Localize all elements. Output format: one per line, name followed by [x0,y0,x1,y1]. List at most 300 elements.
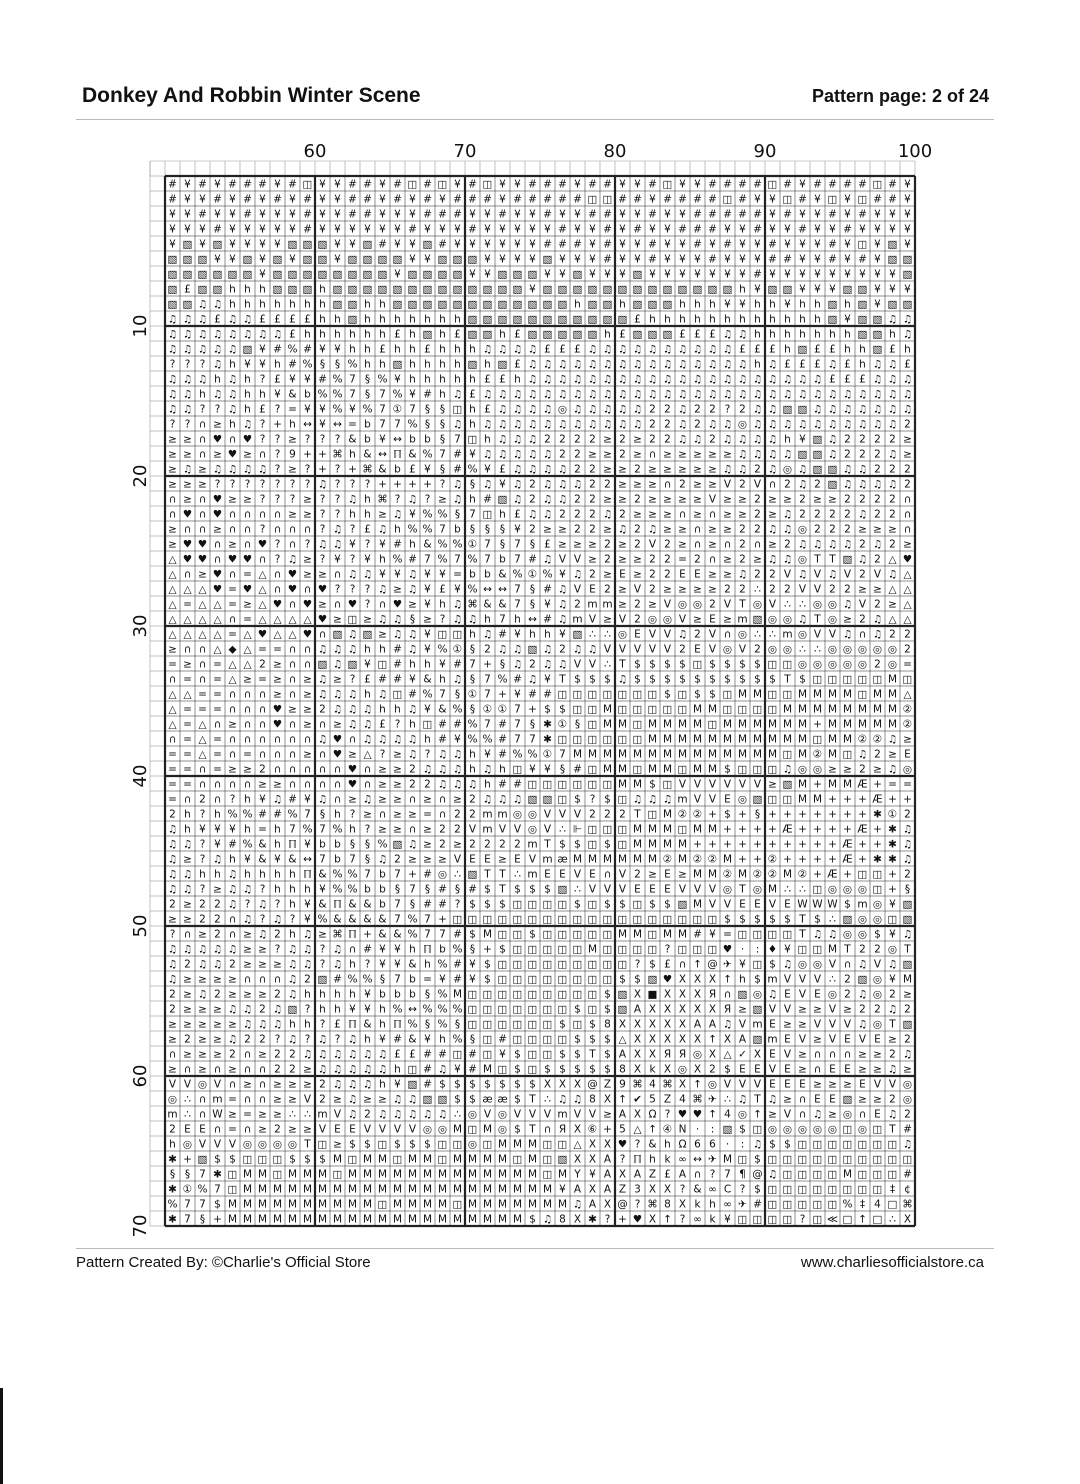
stitch-symbol: % [437,553,448,566]
stitch-symbol: ¥ [484,238,491,251]
stitch-symbol: 2 [199,898,206,911]
stitch-symbol: ♫ [767,988,778,1001]
stitch-symbol: ≥ [213,523,222,536]
stitch-symbol: 2 [649,418,656,431]
stitch-symbol: M [827,778,838,791]
stitch-symbol: ♫ [512,343,523,356]
stitch-symbol: M [797,733,808,746]
stitch-symbol: ◎ [272,1138,283,1151]
stitch-symbol: m [677,793,688,806]
stitch-symbol: = [213,733,222,746]
stitch-symbol: ◫ [527,958,538,971]
stitch-symbol: V [573,658,582,671]
stitch-symbol: □ [872,1213,883,1226]
stitch-symbol: ② [692,853,703,866]
stitch-symbol: ≥ [693,478,702,491]
stitch-symbol: ♫ [242,913,253,926]
stitch-symbol: ♫ [857,508,868,521]
stitch-symbol: ¥ [229,823,236,836]
stitch-symbol: h [214,868,221,881]
stitch-symbol: ♥ [347,598,358,611]
stitch-symbol: M [452,1168,463,1181]
stitch-symbol: ♫ [797,568,808,581]
stitch-symbol: E [784,1078,791,1091]
stitch-symbol: # [453,718,462,731]
stitch-symbol: M [602,748,613,761]
stitch-symbol: h [364,508,371,521]
stitch-symbol: £ [754,343,761,356]
stitch-symbol: ♫ [167,868,178,881]
stitch-symbol: A [693,1018,702,1031]
stitch-symbol: Æ [857,823,868,836]
stitch-symbol: M [617,763,628,776]
stitch-symbol: ♫ [317,688,328,701]
stitch-symbol: ¥ [874,238,881,251]
stitch-symbol: ≥ [393,748,402,761]
stitch-symbol: h [754,358,761,371]
stitch-symbol: + [888,868,897,881]
stitch-symbol: M [497,1183,508,1196]
stitch-symbol: ≥ [288,508,297,521]
stitch-symbol: M [362,1153,373,1166]
stitch-symbol: 2 [694,553,701,566]
stitch-symbol: 2 [709,403,716,416]
stitch-symbol: ∩ [288,733,297,746]
stitch-symbol: # [828,253,837,266]
stitch-symbol: ◎ [437,1123,448,1136]
stitch-symbol: M [437,1183,448,1196]
stitch-symbol: T [304,1138,311,1151]
stitch-symbol: V [738,778,747,791]
stitch-symbol: ¥ [229,238,236,251]
stitch-symbol: ¥ [589,1168,596,1181]
stitch-symbol: ♫ [197,328,208,341]
stitch-symbol: : [755,943,760,956]
stitch-symbol: ◫ [722,703,733,716]
stitch-symbol: ∩ [723,628,732,641]
stitch-symbol: V [483,1108,492,1121]
stitch-symbol: ≥ [423,613,432,626]
stitch-symbol: ♫ [647,793,658,806]
stitch-symbol: ♫ [902,1138,913,1151]
stitch-symbol: ◫ [902,1153,913,1166]
stitch-symbol: m [767,1033,778,1046]
stitch-symbol: ♫ [482,478,493,491]
stitch-symbol: ≥ [333,613,342,626]
stitch-symbol: ¥ [409,508,416,521]
stitch-symbol: ≥ [228,988,237,1001]
stitch-symbol: V [708,493,717,506]
stitch-symbol: # [423,898,432,911]
stitch-symbol: ¥ [874,253,881,266]
stitch-symbol: % [422,1003,433,1016]
stitch-symbol: ♥ [302,598,313,611]
stitch-symbol: ◆ [228,643,237,656]
stitch-symbol: ♫ [197,343,208,356]
stitch-symbol: ¥ [259,358,266,371]
stitch-symbol: § [469,478,476,491]
stitch-symbol: ℿ [348,1018,357,1031]
stitch-symbol: h [379,298,386,311]
stitch-symbol: % [467,733,478,746]
stitch-symbol: h [319,298,326,311]
stitch-symbol: ∩ [798,1093,807,1106]
stitch-symbol: ∴ [889,1213,896,1226]
stitch-symbol: V [663,643,672,656]
stitch-symbol: 2 [844,508,851,521]
stitch-symbol: M [722,748,733,761]
stitch-symbol: ◫ [782,193,793,206]
stitch-symbol: ¥ [409,388,416,401]
stitch-symbol: h [214,808,221,821]
stitch-symbol: @ [752,1168,763,1181]
stitch-symbol: m [572,613,583,626]
stitch-symbol: # [453,448,462,461]
stitch-symbol: ✈ [738,1198,747,1211]
stitch-symbol: ♫ [857,988,868,1001]
stitch-symbol: h [889,328,896,341]
stitch-symbol: 7 [559,748,566,761]
stitch-symbol: ≥ [693,508,702,521]
stitch-symbol: ◫ [542,1168,553,1181]
stitch-symbol: M [692,733,703,746]
stitch-symbol: ¥ [889,223,896,236]
stitch-symbol: ≥ [693,493,702,506]
stitch-symbol: ◫ [557,928,568,941]
stitch-symbol: ∩ [768,478,777,491]
stitch-symbol: ◫ [512,958,523,971]
stitch-symbol: ¥ [799,208,806,221]
stitch-symbol: h [394,343,401,356]
stitch-symbol: ♫ [212,388,223,401]
stitch-symbol: ▧ [362,238,373,251]
stitch-symbol: ∩ [258,973,267,986]
stitch-symbol: M [407,1213,418,1226]
stitch-symbol: # [543,613,552,626]
stitch-symbol: ♫ [767,448,778,461]
stitch-symbol: ? [304,433,311,446]
stitch-symbol: ♫ [497,388,508,401]
stitch-symbol: ♫ [197,958,208,971]
stitch-symbol: $ [634,973,641,986]
stitch-symbol: ¥ [544,268,551,281]
stitch-symbol: h [709,313,716,326]
stitch-symbol: ♫ [182,403,193,416]
stitch-symbol: ¥ [469,208,476,221]
stitch-symbol: 2 [529,478,536,491]
stitch-symbol: ♫ [542,508,553,521]
stitch-symbol: ◫ [692,913,703,926]
stitch-symbol: # [378,238,387,251]
stitch-symbol: ◫ [557,958,568,971]
stitch-symbol: M [422,1183,433,1196]
stitch-symbol: V [393,1123,402,1136]
stitch-symbol: ▧ [302,268,313,281]
stitch-symbol: ♫ [407,703,418,716]
stitch-symbol: ¥ [394,223,401,236]
stitch-symbol: ♫ [572,478,583,491]
stitch-symbol: 2 [559,508,566,521]
stitch-symbol: # [453,928,462,941]
stitch-symbol: % [332,403,343,416]
stitch-symbol: $ [214,1198,221,1211]
stitch-symbol: @ [707,958,718,971]
stitch-symbol: M [272,1198,283,1211]
stitch-symbol: ♫ [842,538,853,551]
stitch-symbol: h [169,1138,176,1151]
stitch-symbol: h [424,958,431,971]
stitch-symbol: 2 [634,538,641,551]
stitch-symbol: M [497,1198,508,1211]
stitch-symbol: ♫ [437,1063,448,1076]
stitch-symbol: § [469,523,476,536]
stitch-symbol: % [347,973,358,986]
stitch-symbol: ▧ [677,898,688,911]
stitch-symbol: ◎ [182,1138,193,1151]
stitch-symbol: M [467,1153,478,1166]
stitch-symbol: % [527,748,538,761]
stitch-symbol: ▧ [842,553,853,566]
stitch-symbol: ∩ [258,1093,267,1106]
stitch-symbol: ≥ [873,523,882,536]
stitch-symbol: V [588,658,597,671]
stitch-symbol: ◫ [752,1123,763,1136]
stitch-symbol: ▧ [902,253,913,266]
stitch-symbol: V [648,643,657,656]
column-label: 90 [753,141,777,162]
stitch-symbol: $ [724,1063,731,1076]
stitch-symbol: $ [364,1138,371,1151]
stitch-symbol: ∩ [228,703,237,716]
stitch-symbol: ◫ [767,688,778,701]
stitch-symbol: $ [604,1003,611,1016]
stitch-symbol: ◫ [857,193,868,206]
stitch-symbol: & [408,1033,417,1046]
website-link[interactable]: www.charliesofficialstore.ca [800,1254,984,1271]
stitch-symbol: # [633,193,642,206]
stitch-symbol: M [782,868,793,881]
stitch-symbol: ≥ [858,1048,867,1061]
stitch-symbol: ∩ [198,493,207,506]
stitch-symbol: M [722,1153,733,1166]
stitch-symbol: ¥ [529,238,536,251]
stitch-symbol: X [693,988,702,1001]
stitch-symbol: $ [514,1093,521,1106]
stitch-symbol: 2 [634,598,641,611]
stitch-symbol: ② [662,853,673,866]
stitch-symbol: ? [304,1033,311,1046]
stitch-symbol: ? [349,478,356,491]
stitch-symbol: E [649,883,656,896]
stitch-symbol: % [347,883,358,896]
stitch-symbol: ∩ [273,973,282,986]
stitch-symbol: ◫ [782,748,793,761]
stitch-symbol: ≥ [588,538,597,551]
stitch-symbol: X [633,988,642,1001]
stitch-symbol: M [482,1198,493,1211]
stitch-symbol: ▧ [182,298,193,311]
stitch-symbol: § [454,688,461,701]
stitch-symbol: M [542,1198,553,1211]
stitch-symbol: ✱ [168,1183,177,1196]
stitch-symbol: ◎ [857,1123,868,1136]
stitch-symbol: M [737,748,748,761]
stitch-symbol: § [484,523,491,536]
stitch-symbol: A [603,1168,612,1181]
stitch-symbol: # [408,688,417,701]
stitch-symbol: ▧ [362,628,373,641]
stitch-symbol: 2 [754,463,761,476]
stitch-symbol: b [394,463,401,476]
stitch-symbol: ◫ [707,718,718,731]
stitch-symbol: 2 [169,988,176,1001]
stitch-symbol: ♥ [302,628,313,641]
stitch-symbol: ∩ [333,778,342,791]
stitch-symbol: ▧ [272,253,283,266]
stitch-symbol: ♫ [902,328,913,341]
stitch-symbol: h [409,718,416,731]
stitch-symbol: ♫ [317,673,328,686]
stitch-symbol: ♫ [617,673,628,686]
stitch-symbol: ♫ [857,418,868,431]
stitch-symbol: ◫ [512,943,523,956]
stitch-symbol: ∩ [198,1093,207,1106]
stitch-symbol: ♥ [197,538,208,551]
stitch-symbol: ∩ [228,568,237,581]
stitch-symbol: h [259,388,266,401]
stitch-symbol: £ [379,718,386,731]
stitch-symbol: ♫ [752,403,763,416]
stitch-symbol: 7 [214,1183,221,1196]
stitch-symbol: ≥ [213,1018,222,1031]
stitch-symbol: ∩ [213,538,222,551]
stitch-symbol: V [543,1108,552,1121]
stitch-symbol: 2 [574,493,581,506]
stitch-symbol: ? [379,748,386,761]
stitch-symbol: # [573,238,582,251]
stitch-symbol: ♫ [377,1048,388,1061]
stitch-symbol: ≥ [228,973,237,986]
stitch-symbol: 2 [274,1063,281,1076]
stitch-symbol: ◎ [887,643,898,656]
stitch-symbol: ∩ [243,688,252,701]
stitch-symbol: M [377,1153,388,1166]
stitch-symbol: # [273,808,282,821]
stitch-symbol: h [424,313,431,326]
stitch-symbol: ∩ [213,1123,222,1136]
stitch-symbol: = [183,598,192,611]
stitch-symbol: h [199,868,206,881]
stitch-symbol: ♫ [872,478,883,491]
stitch-symbol: M [632,823,643,836]
stitch-symbol: ♫ [557,1093,568,1106]
stitch-symbol: ◫ [272,1153,283,1166]
stitch-symbol: ∩ [648,448,657,461]
stitch-symbol: ≥ [348,748,357,761]
stitch-symbol: ◫ [812,1213,823,1226]
stitch-symbol: E [544,868,551,881]
stitch-symbol: ≥ [453,793,462,806]
stitch-symbol: V [828,1018,837,1031]
stitch-symbol: 2 [619,448,626,461]
stitch-symbol: ∩ [333,568,342,581]
stitch-symbol: ◎ [512,808,523,821]
stitch-symbol: ♫ [167,973,178,986]
stitch-symbol: + [408,478,417,491]
stitch-symbol: ◫ [317,1138,328,1151]
stitch-symbol: £ [469,388,476,401]
stitch-symbol: ◎ [797,523,808,536]
stitch-symbol: M [722,853,733,866]
stitch-symbol: X [618,1168,627,1181]
stitch-symbol: V [228,1138,237,1151]
stitch-symbol: # [603,178,612,191]
stitch-symbol: V [573,808,582,821]
stitch-symbol: § [409,898,416,911]
stitch-symbol: ¥ [829,223,836,236]
stitch-symbol: 2 [454,808,461,821]
stitch-symbol: ♫ [647,523,658,536]
stitch-symbol: ♫ [767,1093,778,1106]
stitch-symbol: ◫ [767,1198,778,1211]
stitch-symbol: ? [274,553,281,566]
stitch-symbol: 7 [514,553,521,566]
stitch-symbol: ♫ [827,388,838,401]
stitch-symbol: 2 [574,523,581,536]
stitch-symbol: h [469,373,476,386]
stitch-symbol: ≪ [827,1213,838,1226]
stitch-symbol: + [303,448,312,461]
stitch-symbol: § [469,703,476,716]
stitch-symbol: V [618,643,627,656]
stitch-symbol: ? [319,553,326,566]
stitch-symbol: ◫ [587,733,598,746]
stitch-symbol: ◫ [482,1018,493,1031]
stitch-symbol: △ [228,658,237,671]
stitch-symbol: ♫ [557,583,568,596]
stitch-symbol: ? [169,358,176,371]
stitch-symbol: E [814,988,821,1001]
stitch-symbol: ∩ [228,508,237,521]
stitch-symbol: ▧ [437,283,448,296]
stitch-symbol: M [692,823,703,836]
stitch-symbol: h [304,328,311,341]
stitch-symbol: ≥ [273,688,282,701]
stitch-symbol: ♫ [407,838,418,851]
stitch-symbol: h [319,988,326,1001]
stitch-symbol: & [318,868,327,881]
stitch-symbol: ▧ [842,283,853,296]
stitch-symbol: ◫ [812,1183,823,1196]
stitch-symbol: X [633,1108,642,1121]
stitch-symbol: ◫ [722,193,733,206]
stitch-symbol: V [723,1078,732,1091]
stitch-symbol: ▧ [782,403,793,416]
stitch-symbol: M [827,748,838,761]
stitch-symbol: V [213,1078,222,1091]
stitch-symbol: 7 [484,718,491,731]
stitch-symbol: ♫ [752,1138,763,1151]
stitch-symbol: # [423,868,432,881]
stitch-symbol: ? [319,958,326,971]
stitch-symbol: h [349,343,356,356]
stitch-symbol: ‡ [859,1198,866,1211]
stitch-symbol: § [559,763,566,776]
stitch-symbol: M [677,748,688,761]
stitch-symbol: ∩ [318,748,327,761]
stitch-symbol: ◫ [542,958,553,971]
stitch-symbol: 2 [769,568,776,581]
